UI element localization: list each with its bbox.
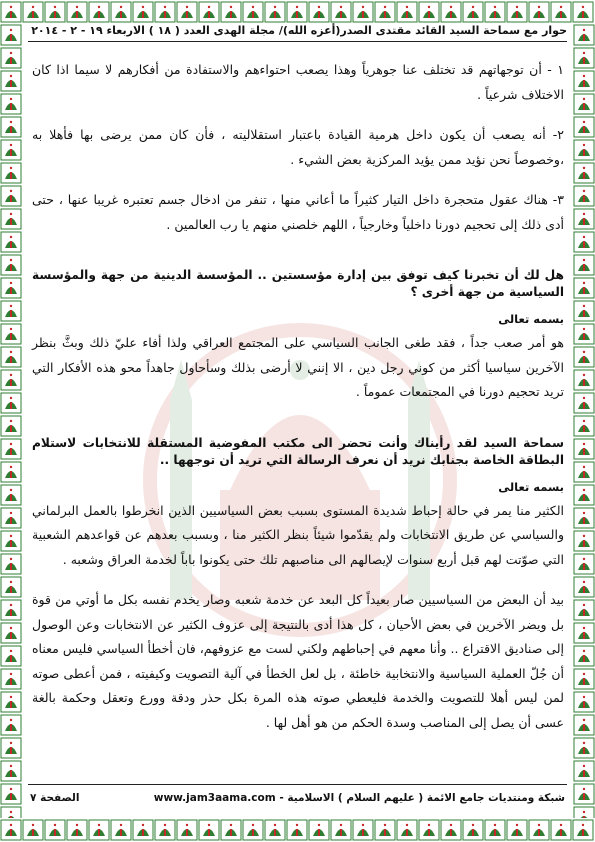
right-border-ornament (573, 24, 595, 818)
left-border-ornament (0, 24, 22, 818)
mosque-dome-ornament-icon (573, 783, 595, 805)
mosque-dome-ornament-icon (132, 1, 154, 23)
mosque-dome-ornament-icon (0, 231, 22, 253)
page-number: الصفحة ٧ (30, 792, 80, 804)
mosque-dome-ornament-icon (0, 760, 22, 782)
mosque-dome-ornament-icon (0, 599, 22, 621)
mosque-dome-ornament-icon (330, 819, 352, 841)
article-body (32, 58, 564, 735)
answer-2: الكثير منا يمر في حالة إحباط شديدة المستوى بسبب بعض السياسيين الذين انخرطوا بالعمل البرلماني والسياسي عن طريق الانتخابات ولم يقدّموا شيئاً بنظر الكثير منا ، وبسبب بعدهم عن قواعدهم الشعبية التي صوّتت لهم قبل أربع سنوات لإيصالهم الى مناصبهم تلك حتى يكونوا باباً لخدمة العراق وشعبه . (32, 502, 564, 567)
mosque-dome-ornament-icon (0, 116, 22, 138)
mosque-dome-ornament-icon (154, 1, 176, 23)
mosque-dome-ornament-icon (330, 1, 352, 23)
mosque-dome-ornament-icon (506, 1, 528, 23)
bottom-border-ornament (0, 818, 595, 842)
mosque-dome-ornament-icon (462, 819, 484, 841)
mosque-dome-ornament-icon (286, 819, 308, 841)
mosque-dome-ornament-icon (0, 484, 22, 506)
mosque-dome-ornament-icon (484, 819, 506, 841)
mosque-dome-ornament-icon (573, 231, 595, 253)
mosque-dome-ornament-icon (0, 254, 22, 276)
mosque-dome-ornament-icon (528, 1, 550, 23)
answer-1: هو أمر صعب جداً ، فقد طغى الجانب السياسي على المجتمع العراقي ولذا أفاء عليّ ذلك وبثَّ بنظر الآخرين سياسيا أكثر من كوني رجل دين ، الا إنني لا أرضى بذلك وسأحاول جاهداً محو هذه الأفكار التي تريد تحجيم دورنا في المجتمعات عموماً . (32, 335, 564, 399)
mosque-dome-ornament-icon (0, 553, 22, 575)
mosque-dome-ornament-icon (0, 24, 22, 46)
top-border-ornament (0, 0, 595, 24)
mosque-dome-ornament-icon (0, 277, 22, 299)
mosque-dome-ornament-icon (573, 415, 595, 437)
mosque-dome-ornament-icon (573, 484, 595, 506)
paragraph-point-1: ١ - أن توجهاتهم قد تختلف عنا جوهرياً وهذا يصعب احتواءهم والاستفادة من أفكارهم لا سيما اذا كان الاختلاف شرعياً . (32, 62, 564, 102)
mosque-dome-ornament-icon (573, 70, 595, 92)
mosque-dome-ornament-icon (573, 24, 595, 46)
mosque-dome-ornament-icon (0, 93, 22, 115)
mosque-dome-ornament-icon (0, 806, 22, 818)
mosque-dome-ornament-icon (0, 622, 22, 644)
mosque-dome-ornament-icon (0, 415, 22, 437)
mosque-dome-ornament-icon (462, 1, 484, 23)
mosque-dome-ornament-icon (573, 806, 595, 818)
mosque-dome-ornament-icon (66, 1, 88, 23)
mosque-dome-ornament-icon (264, 1, 286, 23)
mosque-dome-ornament-icon (198, 819, 220, 841)
mosque-dome-ornament-icon (242, 819, 264, 841)
mosque-dome-ornament-icon (0, 668, 22, 690)
footer-divider (28, 784, 567, 785)
mosque-dome-ornament-icon (528, 819, 550, 841)
mosque-dome-ornament-icon (0, 162, 22, 184)
mosque-dome-ornament-icon (0, 819, 22, 841)
mosque-dome-ornament-icon (352, 819, 374, 841)
mosque-dome-ornament-icon (573, 208, 595, 230)
mosque-dome-ornament-icon (573, 691, 595, 713)
mosque-dome-ornament-icon (573, 645, 595, 667)
mosque-dome-ornament-icon (66, 819, 88, 841)
mosque-dome-ornament-icon (573, 323, 595, 345)
mosque-dome-ornament-icon (0, 369, 22, 391)
mosque-dome-ornament-icon (44, 819, 66, 841)
mosque-dome-ornament-icon (0, 507, 22, 529)
mosque-dome-ornament-icon (0, 645, 22, 667)
mosque-dome-ornament-icon (0, 139, 22, 161)
mosque-dome-ornament-icon (0, 783, 22, 805)
mosque-dome-ornament-icon (132, 819, 154, 841)
answer-2-continued: بيد أن البعض من السياسيين صار بعيداً كل البعد عن خدمة شعبه وصار يخدم نفسه بكل ما أوتي من قوة بل ويضر الآخرين في بعض الأحيان ، كل هذا أدى بالنتيجة إلى عزوف الكثير عن الانتخابات وعن الوصول إلى صناديق الاقتراع .. وأنا معهم في إحباطهم ولكني لست مع عزوفهم، فان أخطأ السياسي فليس معناه أن جُلّ العملية السياسية والانتخابية خاطئة ، بل لعل الخطأ في آلية التصويت وكيفيته ، فمن أعطى صوته لمن ليس أهلا للتصويت والخدمة فليعطي صوته هذه المرة بكل حذر ودقة وورع وتعقل وحكمة بالغة عسى أن يصل إلى المناصب وسدة الحكم من هو أهل لها . (32, 592, 564, 730)
mosque-dome-ornament-icon (573, 300, 595, 322)
answer-2-heading: بسمه تعالى (498, 479, 564, 494)
header-divider (28, 41, 567, 42)
answer-1-heading: بسمه تعالى (498, 312, 564, 326)
mosque-dome-ornament-icon (573, 553, 595, 575)
mosque-dome-ornament-icon (440, 1, 462, 23)
mosque-dome-ornament-icon (573, 277, 595, 299)
mosque-dome-ornament-icon (220, 1, 242, 23)
mosque-dome-ornament-icon (573, 461, 595, 483)
mosque-dome-ornament-icon (0, 185, 22, 207)
mosque-dome-ornament-icon (0, 461, 22, 483)
mosque-dome-ornament-icon (0, 392, 22, 414)
mosque-dome-ornament-icon (242, 1, 264, 23)
question-2: سماحة السيد لقد رأيناك وأنت تحضر الى مكتب المفوضية المستقلة للانتخابات لاستلام البطاقة الخاصة بجنابك نريد أن نعرف الرسالة التي تريد أن توجهها .. (32, 435, 564, 467)
mosque-dome-ornament-icon (573, 760, 595, 782)
mosque-dome-ornament-icon (88, 1, 110, 23)
page-footer (30, 788, 565, 808)
mosque-dome-ornament-icon (573, 668, 595, 690)
mosque-dome-ornament-icon (0, 714, 22, 736)
mosque-dome-ornament-icon (0, 737, 22, 759)
mosque-dome-ornament-icon (573, 369, 595, 391)
mosque-dome-ornament-icon (110, 1, 132, 23)
mosque-dome-ornament-icon (573, 254, 595, 276)
mosque-dome-ornament-icon (110, 819, 132, 841)
mosque-dome-ornament-icon (0, 323, 22, 345)
paragraph-point-3: ٣- هناك عقول متحجرة داخل التيار كثيراً ما أعاني منها ، تنفر من ادخال جسم تعتبره غريبا عنها ، حتى أدى ذلك إلى تحجيم دورنا داخلياً وخارجياً ، اللهم خلصني منهم يا رب العالمين . (32, 192, 564, 232)
mosque-dome-ornament-icon (573, 530, 595, 552)
mosque-dome-ornament-icon (176, 819, 198, 841)
mosque-dome-ornament-icon (286, 1, 308, 23)
mosque-dome-ornament-icon (573, 599, 595, 621)
mosque-dome-ornament-icon (0, 300, 22, 322)
mosque-dome-ornament-icon (220, 819, 242, 841)
mosque-dome-ornament-icon (44, 1, 66, 23)
mosque-dome-ornament-icon (440, 819, 462, 841)
mosque-dome-ornament-icon (0, 1, 22, 23)
mosque-dome-ornament-icon (198, 1, 220, 23)
mosque-dome-ornament-icon (374, 1, 396, 23)
mosque-dome-ornament-icon (0, 691, 22, 713)
mosque-dome-ornament-icon (550, 819, 572, 841)
paragraph-point-2: ٢- أنه يصعب أن يكون داخل هرمية القيادة باعتبار استقلاليته ، فأن كان ممن يرضى بها فأهلا به ،وخصوصاً نحن نؤيد ممن يؤيد المركزية بعض الشيء . (32, 127, 564, 167)
mosque-dome-ornament-icon (418, 1, 440, 23)
mosque-dome-ornament-icon (572, 819, 594, 841)
mosque-dome-ornament-icon (88, 819, 110, 841)
mosque-dome-ornament-icon (573, 507, 595, 529)
mosque-dome-ornament-icon (308, 819, 330, 841)
mosque-dome-ornament-icon (573, 714, 595, 736)
mosque-dome-ornament-icon (484, 1, 506, 23)
mosque-dome-ornament-icon (0, 47, 22, 69)
mosque-dome-ornament-icon (573, 93, 595, 115)
mosque-dome-ornament-icon (573, 576, 595, 598)
mosque-dome-ornament-icon (573, 47, 595, 69)
footer-site-link[interactable]: شبكة ومنتديات جامع الائمة ( عليهم السلام ) الاسلامية - www.jam3aama.com (153, 792, 565, 804)
mosque-dome-ornament-icon (550, 1, 572, 23)
mosque-dome-ornament-icon (573, 346, 595, 368)
mosque-dome-ornament-icon (264, 819, 286, 841)
mosque-dome-ornament-icon (308, 1, 330, 23)
mosque-dome-ornament-icon (396, 819, 418, 841)
mosque-dome-ornament-icon (22, 1, 44, 23)
mosque-dome-ornament-icon (573, 438, 595, 460)
mosque-dome-ornament-icon (352, 1, 374, 23)
mosque-dome-ornament-icon (396, 1, 418, 23)
mosque-dome-ornament-icon (573, 162, 595, 184)
mosque-dome-ornament-icon (573, 139, 595, 161)
mosque-dome-ornament-icon (506, 819, 528, 841)
mosque-dome-ornament-icon (22, 819, 44, 841)
mosque-dome-ornament-icon (573, 185, 595, 207)
mosque-dome-ornament-icon (0, 438, 22, 460)
mosque-dome-ornament-icon (418, 819, 440, 841)
mosque-dome-ornament-icon (573, 392, 595, 414)
mosque-dome-ornament-icon (154, 819, 176, 841)
mosque-dome-ornament-icon (176, 1, 198, 23)
mosque-dome-ornament-icon (0, 346, 22, 368)
mosque-dome-ornament-icon (572, 1, 594, 23)
mosque-dome-ornament-icon (0, 70, 22, 92)
mosque-dome-ornament-icon (0, 208, 22, 230)
mosque-dome-ornament-icon (573, 116, 595, 138)
mosque-dome-ornament-icon (0, 530, 22, 552)
mosque-dome-ornament-icon (573, 622, 595, 644)
question-1: هل لك أن تخبرنا كيف توفق بين إدارة مؤسستين .. المؤسسة الدينية من جهة والمؤسسة السياسية من جهة أخرى ؟ (32, 268, 564, 299)
mosque-dome-ornament-icon (0, 576, 22, 598)
page-header: حوار مع سماحة السيد القائد مقتدى الصدر(أعزه الله)/ مجلة الهدى العدد ( ١٨ ) الاربعاء ١٩ - ٢ - ٢٠١٤ (31, 24, 567, 37)
mosque-dome-ornament-icon (374, 819, 396, 841)
mosque-dome-ornament-icon (573, 737, 595, 759)
